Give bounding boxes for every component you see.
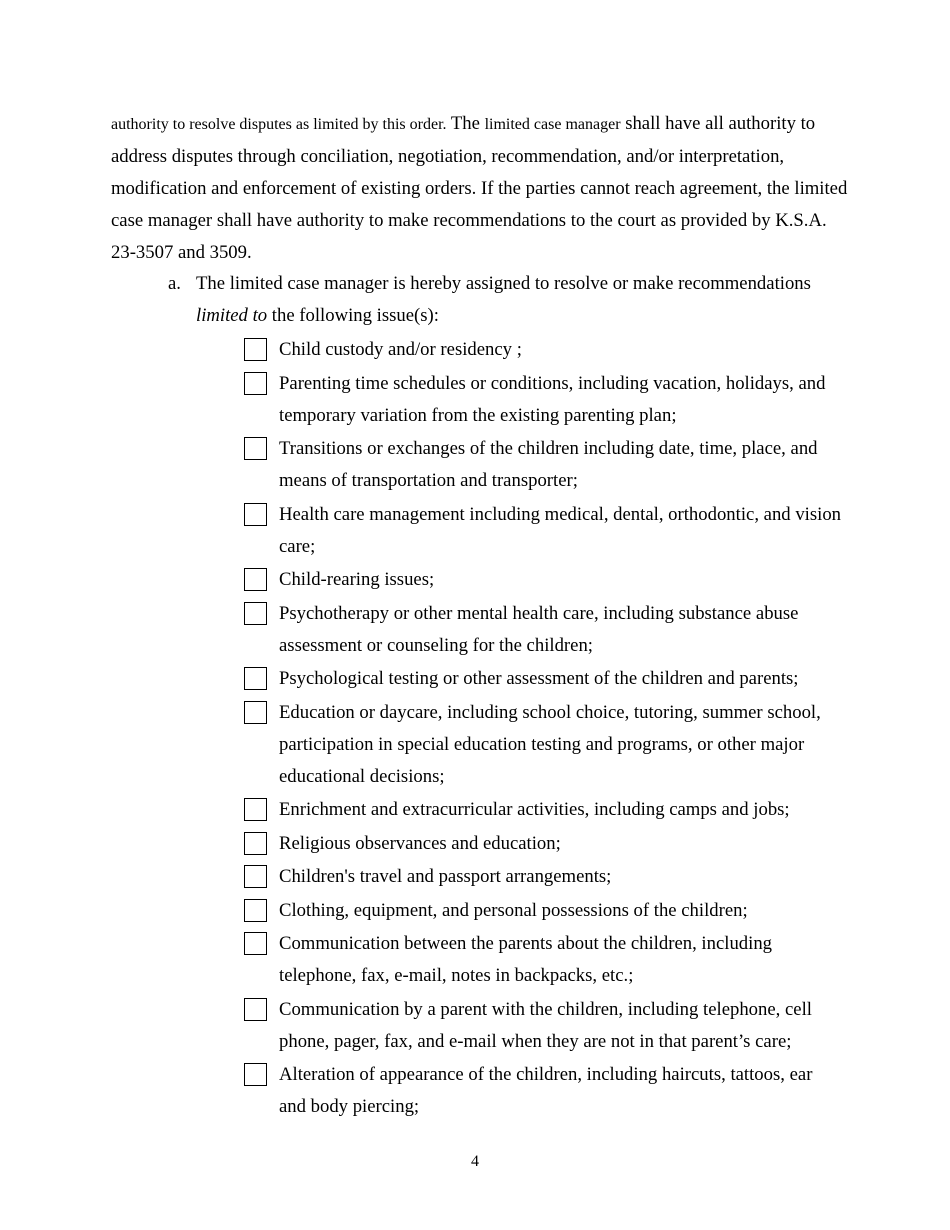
checkbox[interactable]: [244, 667, 267, 690]
item-a: [168, 268, 848, 332]
checkbox[interactable]: [244, 602, 267, 625]
checklist-item-label: Transitions or exchanges of the children including date, time, place, and means of transportation and transporter;: [279, 438, 818, 491]
intro-mid: The: [446, 113, 485, 134]
checklist-item-label: Alteration of appearance of the children, including haircuts, tattoos, ear and body piercing;: [279, 1064, 813, 1117]
checklist-item: [244, 928, 844, 992]
checklist-item: [244, 598, 844, 662]
checklist-item-label: Communication between the parents about the children, including telephone, fax, e-mail, notes in backpacks, etc.;: [279, 933, 773, 986]
checkbox[interactable]: [244, 932, 267, 955]
checklist-item: [244, 433, 844, 497]
item-a-italic: limited to: [196, 305, 268, 326]
intro-rest: shall have all authority to address disputes through conciliation, negotiation, recommendation, and/or interpretation, modification and enforcement of existing orders. If the parties cannot reach agreement, the limited case manager shall have authority to make recommendations to the court as provided by K.S.A. 23-3507 and 3509.: [111, 113, 848, 263]
checklist-item-label: Child-rearing issues;: [279, 569, 435, 590]
checklist-item: [244, 368, 844, 432]
intro-mid-small: limited case manager: [484, 116, 621, 133]
checkbox[interactable]: [244, 568, 267, 591]
checkbox[interactable]: [244, 899, 267, 922]
checkbox[interactable]: [244, 865, 267, 888]
checklist-item-label: Communication by a parent with the children, including telephone, cell phone, pager, fax, and e-mail when they are not in that parent’s care;: [279, 998, 812, 1052]
intro-lead: authority to resolve disputes as limited by this order.: [111, 116, 447, 133]
checklist-item-label: Education or daycare, including school choice, tutoring, summer school, participation in special education testing and programs, or other major educational decisions;: [279, 701, 821, 787]
item-a-text-before: The limited case manager is hereby assigned to resolve or make recommendations: [196, 273, 811, 294]
checkbox[interactable]: [244, 437, 267, 460]
checklist-item-label: Religious observances and education;: [279, 832, 561, 854]
checklist-item: [244, 697, 844, 793]
checklist-item-label: Child custody and/or residency ;: [279, 339, 522, 360]
checkbox[interactable]: [244, 832, 267, 855]
checklist-item: [244, 499, 844, 563]
checkbox[interactable]: [244, 798, 267, 821]
checkbox[interactable]: [244, 372, 267, 395]
checklist-item: [244, 564, 844, 596]
checkbox[interactable]: [244, 1063, 267, 1086]
checklist-item: [244, 794, 844, 826]
checklist-item-label: Children's travel and passport arrangements;: [279, 866, 612, 887]
intro-paragraph: [111, 108, 856, 269]
checklist-item: [244, 1059, 844, 1123]
checklist-item-label: Psychological testing or other assessment of the children and parents;: [279, 668, 799, 689]
item-a-text: [196, 268, 848, 332]
checkbox[interactable]: [244, 998, 267, 1021]
checklist-item: [244, 895, 844, 927]
issue-checklist: [244, 334, 844, 1125]
checklist-item-label: Parenting time schedules or conditions, including vacation, holidays, and temporary variation from the existing parenting plan;: [279, 372, 826, 426]
checkbox[interactable]: [244, 503, 267, 526]
page-number: 4: [471, 1153, 479, 1170]
item-a-text-after: the following issue(s):: [267, 305, 439, 326]
checklist-item: [244, 994, 844, 1058]
checklist-item: [244, 861, 844, 893]
item-a-letter: a.: [168, 273, 181, 294]
checklist-item: [244, 828, 844, 860]
checklist-item: [244, 663, 844, 695]
checklist-item-label: Health care management including medical, dental, orthodontic, and vision care;: [279, 503, 842, 557]
checklist-item-label: Psychotherapy or other mental health care, including substance abuse assessment or counseling for the children;: [279, 602, 799, 656]
checkbox[interactable]: [244, 701, 267, 724]
checklist-item-label: Enrichment and extracurricular activities, including camps and jobs;: [279, 799, 790, 820]
checklist-item: [244, 334, 844, 366]
checkbox[interactable]: [244, 338, 267, 361]
checklist-item-label: Clothing, equipment, and personal possessions of the children;: [279, 899, 748, 921]
